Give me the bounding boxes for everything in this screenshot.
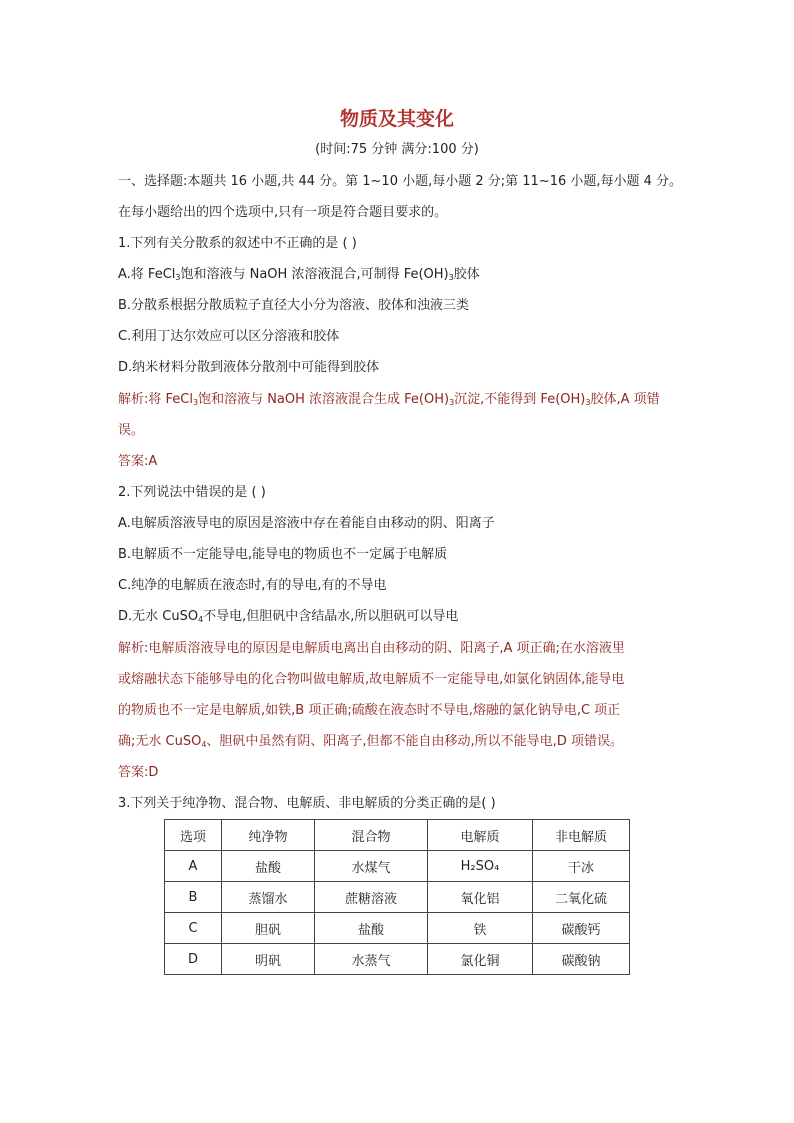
table-cell: 氧化铝	[428, 882, 533, 913]
question-2-option-c: C.纯净的电解质在液态时,有的导电,有的不导电	[118, 578, 387, 593]
table-cell: 水蒸气	[315, 944, 428, 975]
table-cell: 铁	[428, 913, 533, 944]
table-cell: C	[165, 913, 222, 944]
classification-table	[164, 819, 630, 975]
option-text: A.将 FeCl	[118, 267, 176, 282]
table-header-cell: 混合物	[315, 820, 428, 851]
exam-info: (时间:75 分钟 满分:100 分)	[315, 142, 479, 157]
table-cell: 碳酸钙	[533, 913, 630, 944]
table-row	[165, 882, 630, 913]
table-cell: H₂SO₄	[428, 851, 533, 882]
table-row	[165, 944, 630, 975]
table-header-cell: 纯净物	[222, 820, 315, 851]
table-cell: 盐酸	[222, 851, 315, 882]
option-text: 饱和溶液与 NaOH 浓溶液混合,可制得 Fe(OH)	[180, 267, 449, 282]
table-row	[165, 851, 630, 882]
question-1-option-b: B.分散系根据分散质粒子直径大小分为溶液、胶体和浊液三类	[118, 298, 470, 313]
question-2-explanation-4	[118, 732, 688, 752]
subscript: 3	[175, 273, 181, 282]
question-2-explanation-3: 的物质也不一定是电解质,如铁,B 项正确;硫酸在液态时不导电,熔融的氯化钠导电,C 项正	[118, 703, 621, 718]
page-title: 物质及其变化	[339, 108, 454, 130]
question-1-option-a	[118, 265, 688, 285]
question-2-explanation-1: 解析:电解质溶液导电的原因是电解质电离出自由移动的阴、阳离子,A 项正确;在水溶液里	[118, 641, 625, 656]
question-1-option-d: D.纳米材料分散到液体分散剂中可能得到胶体	[118, 360, 380, 375]
question-3-stem: 3.下列关于纯净物、混合物、电解质、非电解质的分类正确的是( )	[118, 796, 496, 811]
table-cell: B	[165, 882, 222, 913]
question-2-stem: 2.下列说法中错误的是 ( )	[118, 485, 266, 500]
question-1-stem: 1.下列有关分散系的叙述中不正确的是 ( )	[118, 236, 357, 251]
table-cell: D	[165, 944, 222, 975]
table-cell: 盐酸	[315, 913, 428, 944]
subscript: 4	[198, 615, 204, 624]
section-instructions-1: 一、选择题:本题共 16 小题,共 44 分。第 1~10 小题,每小题 2 分;第 11~16 小题,每小题 4 分。	[118, 174, 683, 189]
table-cell: 蔗糖溶液	[315, 882, 428, 913]
subscript: 3	[192, 398, 199, 407]
explanation-text: 胶体,A 项错	[590, 392, 660, 407]
table-cell: A	[165, 851, 222, 882]
question-1-explanation-cont: 误。	[118, 423, 145, 438]
explanation-text: 、胆矾中虽然有阴、阳离子,但都不能自由移动,所以不能导电,D 项错误。	[206, 734, 623, 749]
question-2-answer: 答案:D	[118, 765, 159, 780]
table-cell: 蒸馏水	[222, 882, 315, 913]
table-cell: 二氧化硫	[533, 882, 630, 913]
option-text: 不导电,但胆矾中含结晶水,所以胆矾可以导电	[203, 609, 459, 624]
explanation-text: 饱和溶液与 NaOH 浓溶液混合生成 Fe(OH)	[198, 392, 450, 407]
subscript: 3	[448, 273, 454, 282]
table-cell: 胆矾	[222, 913, 315, 944]
question-2-explanation-2: 或熔融状态下能够导电的化合物叫做电解质,故电解质不一定能导电,如氯化钠固体,能导电	[118, 672, 625, 687]
subscript: 4	[201, 740, 207, 749]
question-2-option-d	[118, 607, 688, 627]
table-header-cell: 选项	[165, 820, 222, 851]
table-row	[165, 913, 630, 944]
question-1-explanation	[118, 390, 688, 410]
subscript: 3	[585, 398, 591, 407]
question-1-option-c: C.利用丁达尔效应可以区分溶液和胶体	[118, 329, 340, 344]
table-cell: 干冰	[533, 851, 630, 882]
table-cell: 水煤气	[315, 851, 428, 882]
table-header-cell: 非电解质	[533, 820, 630, 851]
table-cell: 碳酸钠	[533, 944, 630, 975]
table-header-row	[165, 820, 630, 851]
explanation-text: 确;无水 CuSO	[118, 734, 202, 749]
option-text: 胶体	[453, 267, 480, 282]
section-instructions-2: 在每小题给出的四个选项中,只有一项是符合题目要求的。	[118, 205, 448, 220]
table-cell: 氯化铜	[428, 944, 533, 975]
table-header-cell: 电解质	[428, 820, 533, 851]
subscript: 3	[449, 398, 455, 407]
explanation-text: 沉淀,不能得到 Fe(OH)	[454, 392, 586, 407]
question-1-answer: 答案:A	[118, 454, 158, 469]
question-2-option-b: B.电解质不一定能导电,能导电的物质也不一定属于电解质	[118, 547, 448, 562]
explanation-text: 解析:将 FeCl	[118, 392, 193, 407]
option-text: D.无水 CuSO	[118, 609, 199, 624]
question-2-option-a: A.电解质溶液导电的原因是溶液中存在着能自由移动的阴、阳离子	[118, 516, 495, 531]
table-cell: 明矾	[222, 944, 315, 975]
